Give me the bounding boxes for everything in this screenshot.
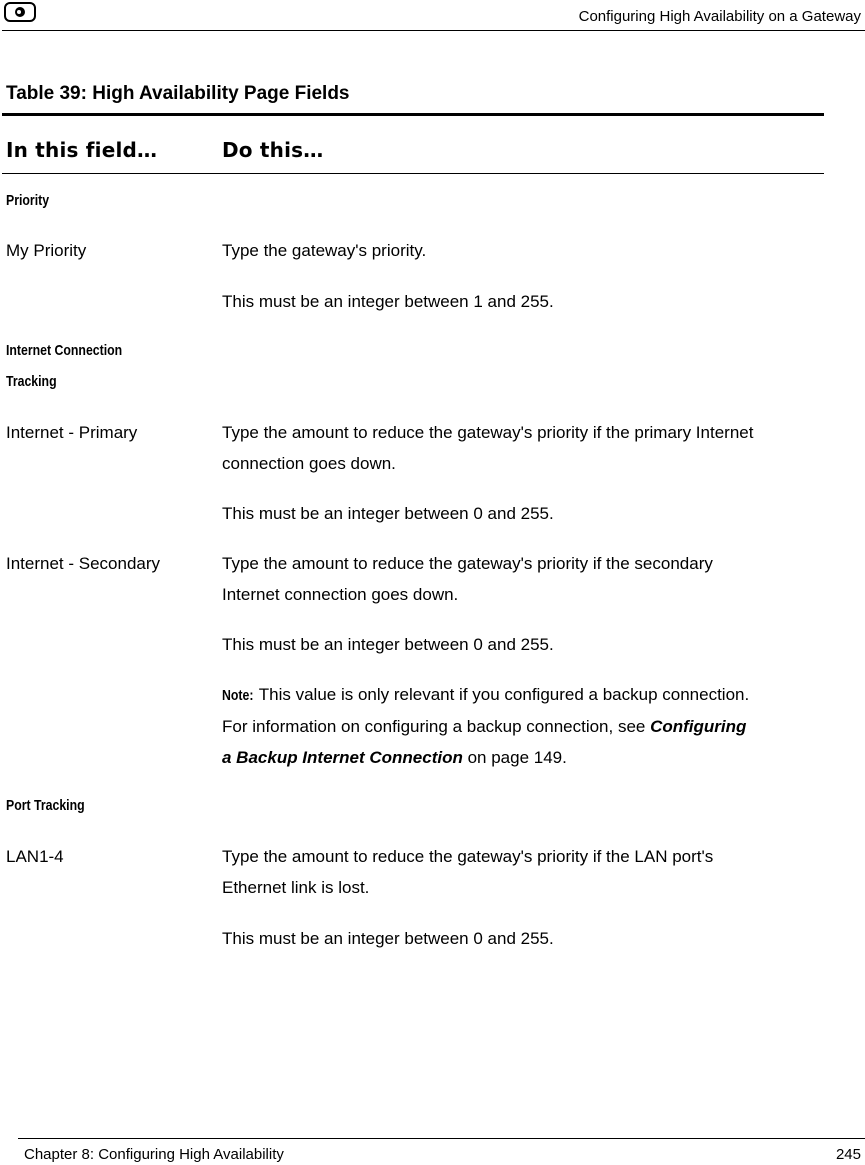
note-backup-connection bbox=[222, 679, 817, 773]
xref-link-part2[interactable]: a Backup Internet Connection bbox=[222, 748, 463, 767]
running-head: Configuring High Availability on a Gateway bbox=[578, 8, 861, 25]
field-internet-primary: Internet - Primary bbox=[6, 423, 138, 442]
desc-lan1-4-range: This must be an integer between 0 and 255. bbox=[222, 929, 554, 948]
note-label: Note: bbox=[222, 687, 254, 704]
column-header-field: In this field… bbox=[6, 138, 158, 162]
desc-line: Internet connection goes down. bbox=[222, 585, 459, 604]
desc-my-priority: Type the gateway's priority. bbox=[222, 241, 427, 260]
desc-line: Type the amount to reduce the gateway's priority if the primary Internet bbox=[222, 423, 754, 442]
desc-internet-secondary bbox=[222, 548, 817, 610]
section-title-internet-line1: Internet Connection bbox=[6, 342, 123, 359]
desc-line: Type the amount to reduce the gateway's priority if the LAN port's bbox=[222, 847, 714, 866]
section-title-priority: Priority bbox=[6, 192, 50, 209]
note-line bbox=[222, 711, 817, 742]
note-text: on page 149. bbox=[462, 748, 567, 767]
desc-my-priority-range: This must be an integer between 1 and 255. bbox=[222, 292, 554, 311]
desc-internet-primary bbox=[222, 417, 817, 479]
note-text: For information on configuring a backup connection, see bbox=[222, 717, 651, 736]
table-top-rule bbox=[2, 113, 824, 116]
note-line bbox=[222, 742, 817, 773]
desc-line: Ethernet link is lost. bbox=[222, 878, 370, 897]
section-title-internet-line2: Tracking bbox=[6, 373, 57, 390]
desc-internet-secondary-range: This must be an integer between 0 and 255. bbox=[222, 635, 554, 654]
desc-line: Type the amount to reduce the gateway's priority if the secondary bbox=[222, 554, 713, 573]
page-header bbox=[0, 0, 865, 32]
field-my-priority: My Priority bbox=[6, 241, 87, 260]
header-divider bbox=[2, 30, 865, 31]
table-header-rule bbox=[2, 173, 824, 174]
section-title-port-tracking: Port Tracking bbox=[6, 797, 85, 814]
safe-logo-icon bbox=[4, 2, 36, 22]
note-line bbox=[222, 679, 817, 711]
desc-lan1-4 bbox=[222, 841, 817, 903]
table-title: Table 39: High Availability Page Fields bbox=[6, 83, 350, 104]
desc-internet-primary-range: This must be an integer between 0 and 255. bbox=[222, 504, 554, 523]
field-internet-secondary: Internet - Secondary bbox=[6, 554, 161, 573]
section-title-internet bbox=[6, 335, 122, 397]
xref-link-part1[interactable]: Configuring bbox=[650, 717, 747, 736]
field-lan1-4: LAN1-4 bbox=[6, 847, 64, 866]
footer-divider bbox=[18, 1138, 865, 1139]
footer-chapter: Chapter 8: Configuring High Availability bbox=[24, 1146, 284, 1163]
page-number: 245 bbox=[835, 1146, 861, 1163]
note-text: This value is only relevant if you configured a backup connection. bbox=[254, 685, 750, 704]
column-header-action: Do this… bbox=[222, 138, 324, 162]
desc-line: connection goes down. bbox=[222, 454, 396, 473]
